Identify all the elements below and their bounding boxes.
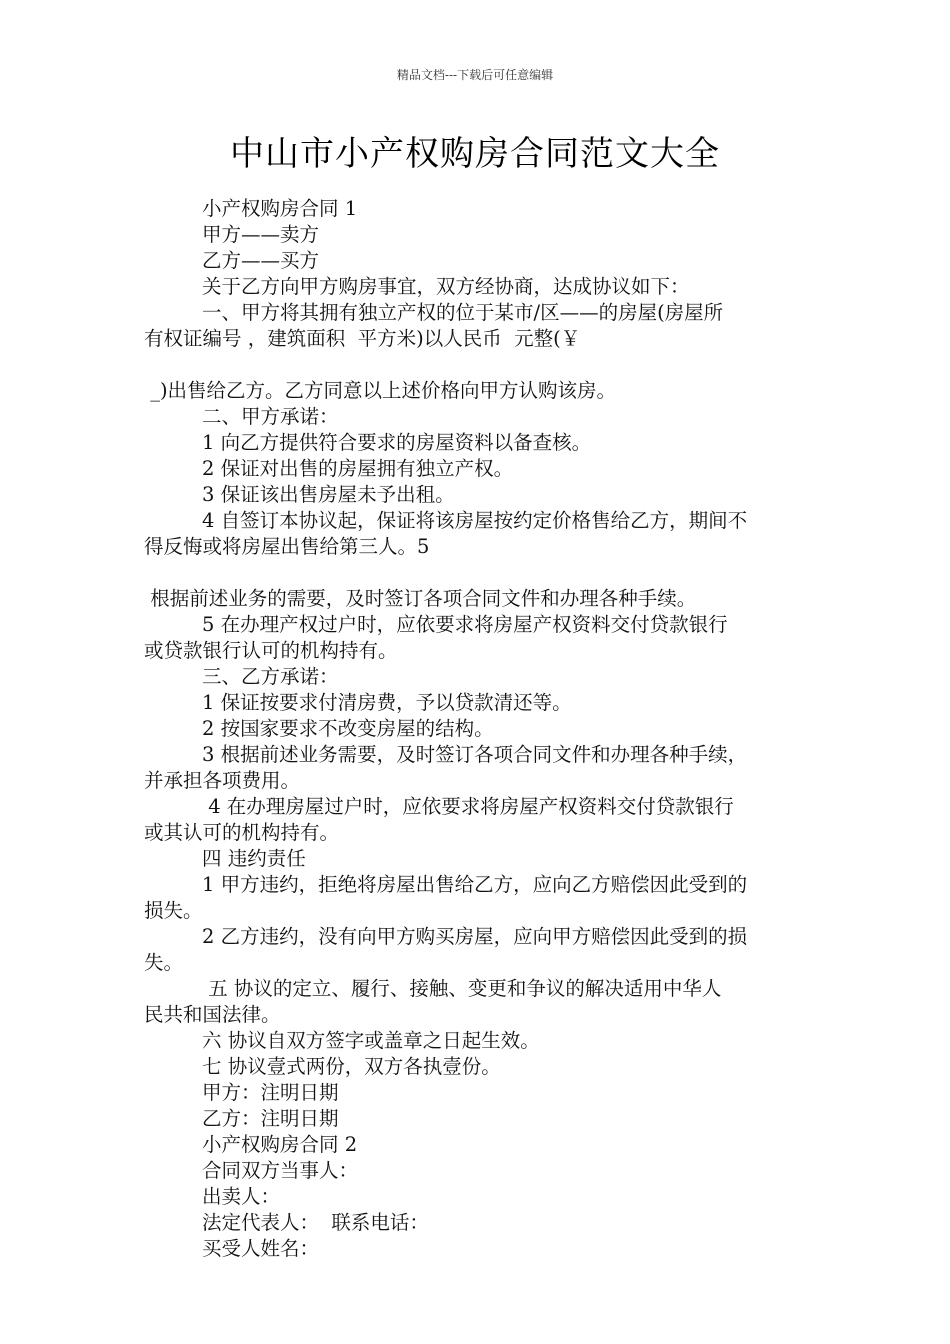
section-2-heading: 二、甲方承诺：: [202, 405, 339, 428]
section-4-item-1-line-2: 损失。: [144, 899, 203, 922]
contract-2-heading: 小产权购房合同 2: [202, 1133, 358, 1156]
section-5-line-1: 五 协议的定立、履行、接触、变更和争议的解决适用中华人: [202, 977, 722, 1000]
section-2-item-5-line-1: 5 在办理产权过户时，应依要求将房屋产权资料交付贷款银行: [202, 613, 728, 636]
section-2-item-3: 3 保证该出售房屋未予出租。: [202, 483, 455, 506]
contract-1-heading: 小产权购房合同 1: [202, 197, 358, 220]
section-3-heading: 三、乙方承诺：: [202, 665, 339, 688]
section-3-item-1: 1 保证按要求付清房费，予以贷款清还等。: [202, 691, 572, 714]
section-4-item-1-line-1: 1 甲方违约，拒绝将房屋出售给乙方，应向乙方赔偿因此受到的: [202, 873, 748, 896]
header-note: 精品文档---下载后可任意编辑: [396, 68, 554, 82]
section-2-item-4-line-1: 4 自签订本协议起，保证将该房屋按约定价格售给乙方，期间不: [202, 509, 748, 532]
party-a-line: 甲方——卖方: [202, 223, 320, 246]
section-4-item-2-line-2: 失。: [144, 951, 184, 974]
document-body: [144, 196, 814, 1262]
blank-line: [144, 560, 814, 586]
section-2-item-4-line-2: 得反悔或将房屋出售给第三人。5: [144, 535, 430, 558]
section-4-heading: 四 违约责任: [202, 847, 306, 870]
section-2-item-1: 1 向乙方提供符合要求的房屋资料以备查核。: [202, 431, 592, 454]
section-3-item-3-line-1: 3 根据前述业务需要，及时签订各项合同文件和办理各种手续，: [202, 743, 748, 766]
section-7-line: 七 协议壹式两份，双方各执壹份。: [202, 1055, 501, 1078]
party-b-line: 乙方——买方: [202, 249, 320, 272]
preamble-line: 关于乙方向甲方购房事宜，双方经协商，达成协议如下：: [202, 275, 690, 298]
party-b-signature-line: 乙方：注明日期: [202, 1107, 339, 1130]
section-2-item-5-line-2: 或贷款银行认可的机构持有。: [144, 639, 398, 662]
section-5-line-2: 民共和国法律。: [144, 1003, 281, 1026]
buyer-name-label: 买受人姓名：: [202, 1237, 320, 1260]
section-6-line: 六 协议自双方签字或盖章之日起生效。: [202, 1029, 540, 1052]
legal-rep-phone-line: 法定代表人： 联系电话：: [202, 1211, 429, 1234]
section-2-item-4-line-3: 根据前述业务的需要，及时签订各项合同文件和办理各种手续。: [144, 587, 697, 610]
section-3-item-3-line-2: 并承担各项费用。: [144, 769, 301, 792]
contract-parties-label: 合同双方当事人：: [202, 1159, 359, 1182]
section-3-item-4-line-1: 4 在办理房屋过户时，应依要求将房屋产权资料交付贷款银行: [202, 795, 734, 818]
clause-1-line-1: 一、甲方将其拥有独立产权的位于某市/区——的房屋(房屋所: [202, 301, 724, 324]
clause-1-line-3: _)出售给乙方。乙方同意以上述价格向甲方认购该房。: [144, 379, 617, 402]
section-3-item-4-line-2: 或其认可的机构持有。: [144, 821, 340, 844]
document-title: 中山市小产权购房合同范文大全: [230, 134, 720, 174]
blank-line: [144, 352, 814, 378]
clause-1-line-2: 有权证编号 ，建筑面积 平方米)以人民币 元整(￥: [144, 327, 581, 350]
section-2-item-2: 2 保证对出售的房屋拥有独立产权。: [202, 457, 514, 480]
seller-label: 出卖人：: [202, 1185, 281, 1208]
section-4-item-2-line-1: 2 乙方违约，没有向甲方购买房屋，应向甲方赔偿因此受到的损: [202, 925, 748, 948]
party-a-signature-line: 甲方：注明日期: [202, 1081, 339, 1104]
section-3-item-2: 2 按国家要求不改变房屋的结构。: [202, 717, 494, 740]
